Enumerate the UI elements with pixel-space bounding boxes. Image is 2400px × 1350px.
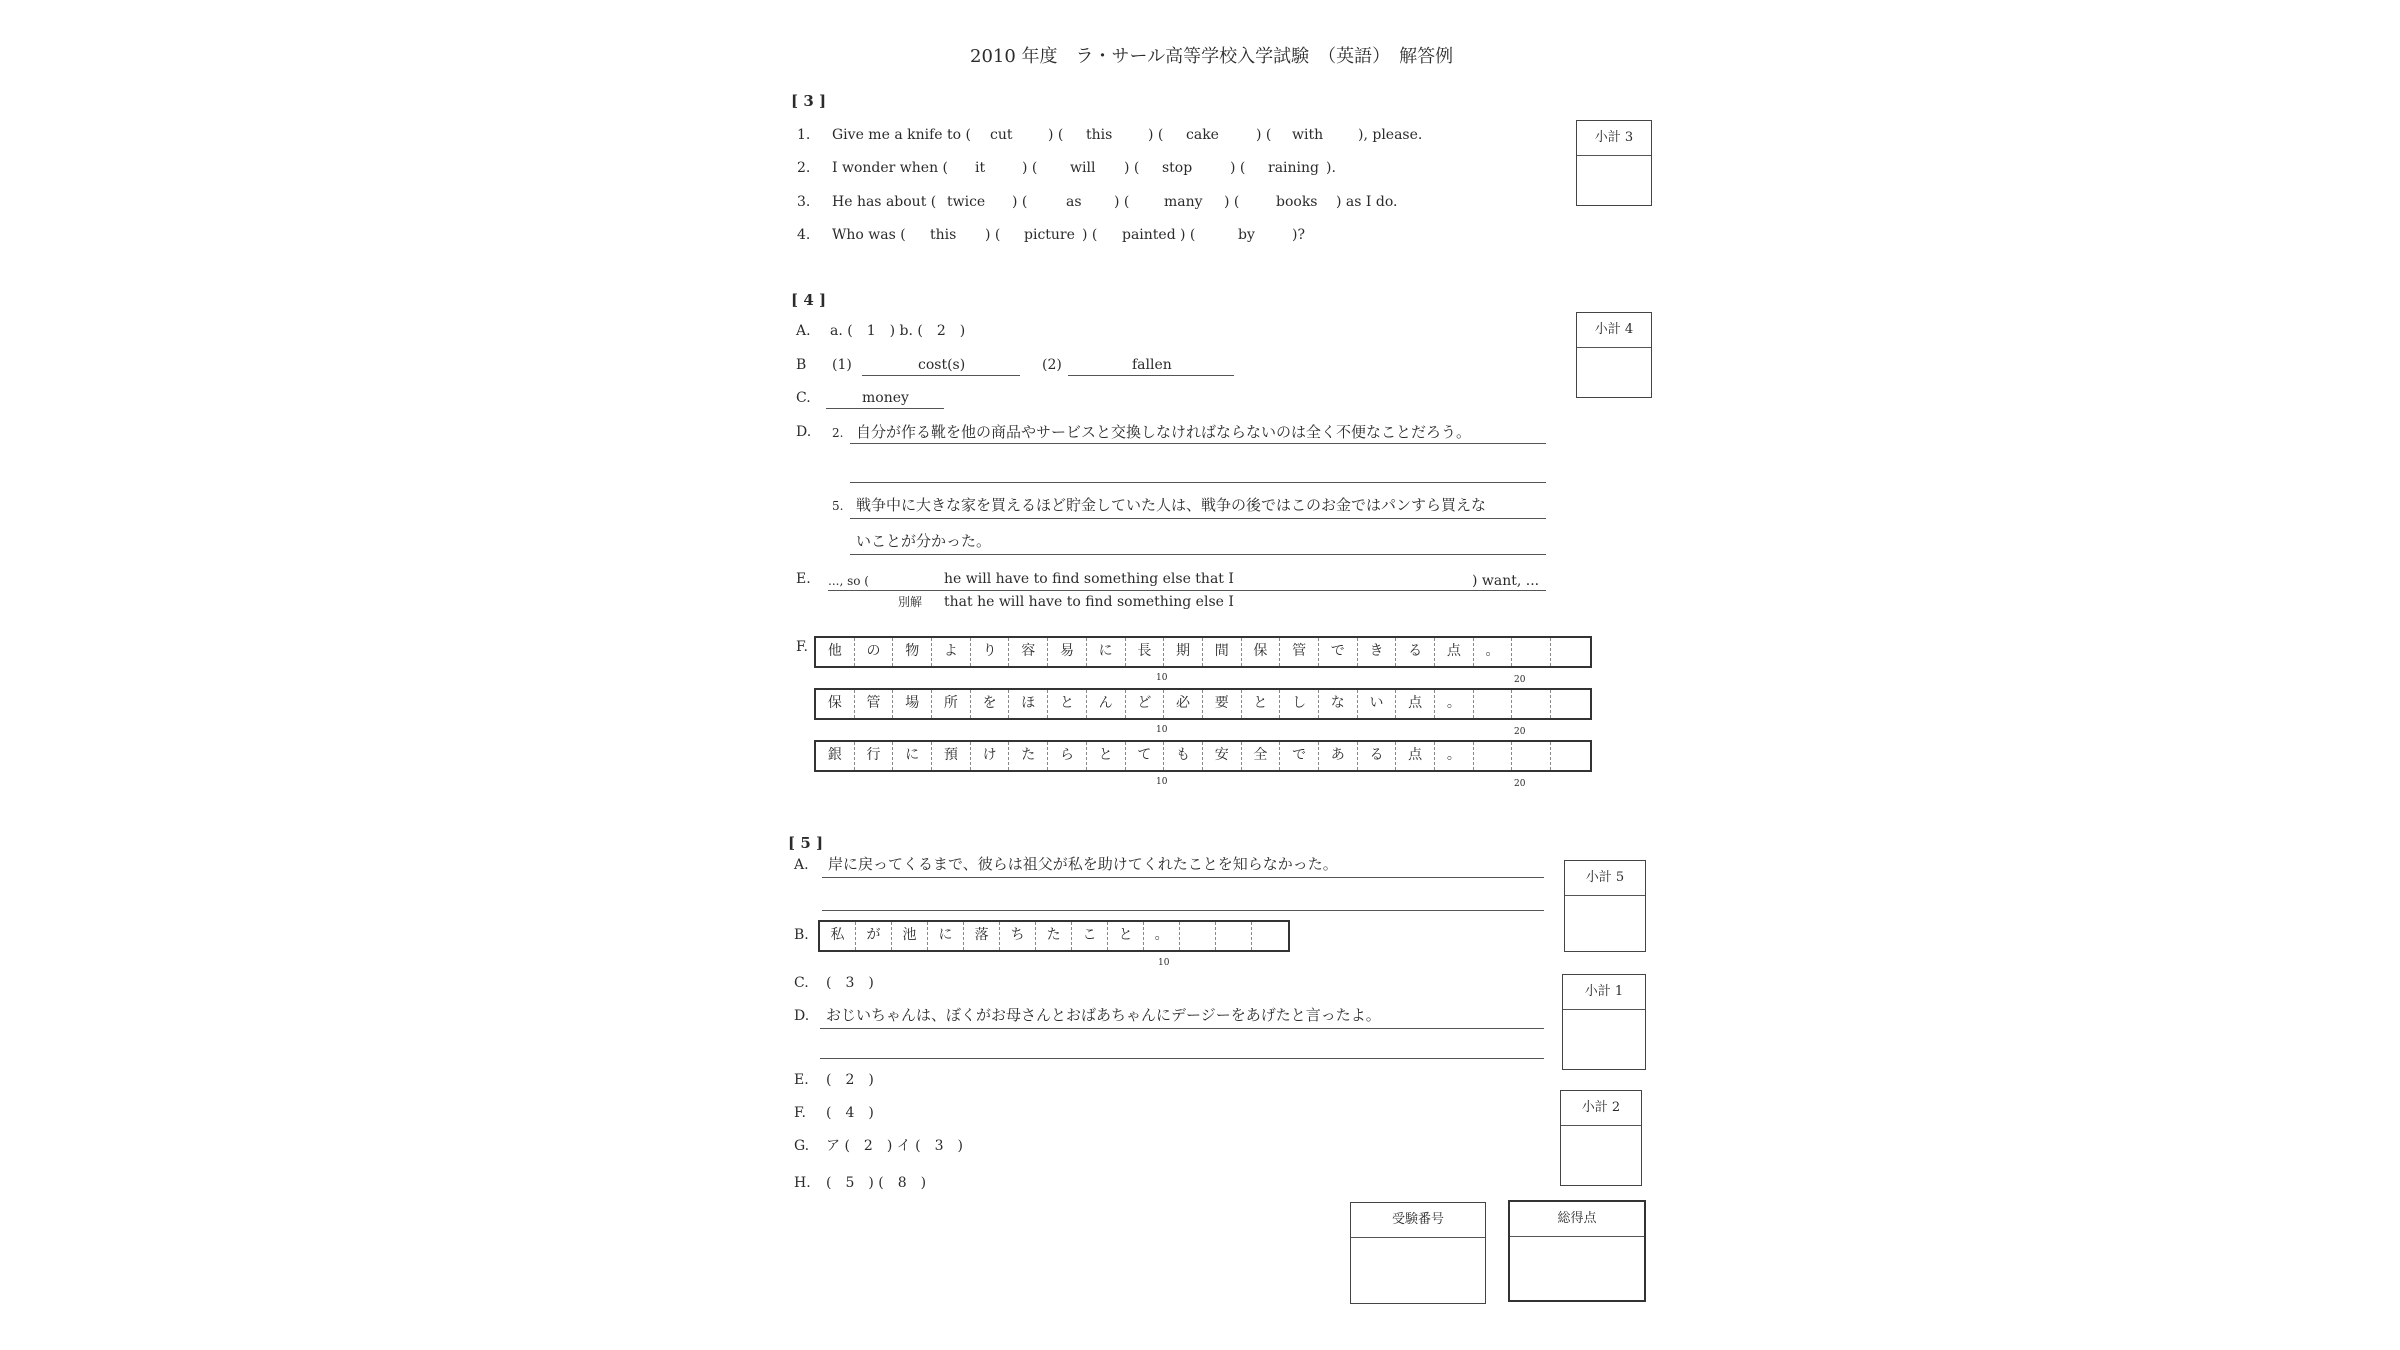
grid-cell: こ: [1072, 922, 1108, 950]
grid-cell: も: [1164, 742, 1203, 770]
answer: books: [1276, 194, 1318, 210]
grid-cell: [1474, 742, 1513, 770]
s5-h-answer: ( 5 ) ( 8 ): [826, 1175, 927, 1191]
grid-cell: で: [1319, 638, 1358, 666]
grid-cell: に: [928, 922, 964, 950]
grid-cell: [1180, 922, 1216, 950]
grid-cell: 保: [816, 690, 855, 718]
subtotal-4-label: 小計 4: [1577, 313, 1651, 348]
grid-cell: よ: [932, 638, 971, 666]
grid-cell: 物: [893, 638, 932, 666]
s4-e-answer: he will have to find something else that I: [944, 571, 1234, 587]
grid-cell: 期: [1164, 638, 1203, 666]
s5-g-answer: ア ( 2 ) イ ( 3 ): [826, 1138, 964, 1154]
section-4-label: [ 4 ]: [791, 291, 827, 309]
answer: cake: [1186, 127, 1219, 143]
total-score-label: 総得点: [1510, 1202, 1644, 1237]
subtotal-1-label: 小計 1: [1563, 975, 1645, 1010]
grid-cell: で: [1280, 742, 1319, 770]
s4-a-answer: a. ( 1 ) b. ( 2 ): [830, 323, 966, 339]
subtotal-5-box[interactable]: [1564, 860, 1646, 952]
grid-cell: と: [1048, 690, 1087, 718]
grid-cell: と: [1242, 690, 1281, 718]
s4-f-grid-2: [814, 688, 1592, 720]
answer: as: [1066, 194, 1082, 210]
grid-cell: 。: [1474, 638, 1513, 666]
grid-cell: ち: [1000, 922, 1036, 950]
grid-cell: [1512, 638, 1551, 666]
grid-cell: ん: [1087, 690, 1126, 718]
s4-f-grid-1: [814, 636, 1592, 668]
grid-cell: ど: [1126, 690, 1165, 718]
answer: will: [1070, 160, 1096, 176]
grid-cell: [1512, 690, 1551, 718]
grid-cell: ら: [1048, 742, 1087, 770]
grid-cell: 場: [893, 690, 932, 718]
grid-cell: [1216, 922, 1252, 950]
s5-e-answer: ( 2 ): [826, 1072, 874, 1088]
subtotal-4-box[interactable]: [1576, 312, 1652, 398]
subtotal-2-box[interactable]: [1560, 1090, 1642, 1186]
s4-b1-answer: cost(s): [918, 357, 966, 373]
s5-c-answer: ( 3 ): [826, 975, 874, 991]
grid-cell: が: [856, 922, 892, 950]
page-title: 2010 年度 ラ・サール高等学校入学試験 （英語） 解答例: [970, 46, 1454, 67]
s4-c-answer: money: [862, 390, 909, 406]
grid-cell: 間: [1203, 638, 1242, 666]
grid-cell: [1474, 690, 1513, 718]
grid-cell: 預: [932, 742, 971, 770]
grid-cell: 易: [1048, 638, 1087, 666]
grid-cell: ほ: [1009, 690, 1048, 718]
answer: this: [930, 227, 957, 243]
grid-cell: の: [855, 638, 894, 666]
grid-cell: 落: [964, 922, 1000, 950]
grid-cell: [1512, 742, 1551, 770]
answer: it: [975, 160, 986, 176]
grid-cell: い: [1358, 690, 1397, 718]
grid-cell: し: [1280, 690, 1319, 718]
grid-cell: 容: [1009, 638, 1048, 666]
grid-cell: と: [1087, 742, 1126, 770]
s4-e-alt-answer: that he will have to find something else I: [944, 594, 1234, 610]
s4-d2-answer: 自分が作る靴を他の商品やサービスと交換しなければならないのは全く不便なことだろう。: [856, 423, 1472, 441]
grid-cell: を: [971, 690, 1010, 718]
answer: picture: [1024, 227, 1075, 243]
subtotal-1-box[interactable]: [1562, 974, 1646, 1070]
grid-cell: 私: [820, 922, 856, 950]
s4-d5-answer-line2: いことが分かった。: [856, 532, 992, 550]
grid-cell: 全: [1242, 742, 1281, 770]
grid-cell: [1551, 638, 1590, 666]
grid-cell: 池: [892, 922, 928, 950]
grid-cell: 要: [1203, 690, 1242, 718]
s5-a-answer: 岸に戻ってくるまで、彼らは祖父が私を助けてくれたことを知らなかった。: [828, 855, 1338, 873]
grid-cell: て: [1126, 742, 1165, 770]
grid-cell: 管: [855, 690, 894, 718]
subtotal-2-label: 小計 2: [1561, 1091, 1641, 1126]
grid-cell: 安: [1203, 742, 1242, 770]
answer: with: [1292, 127, 1324, 143]
grid-cell: 。: [1435, 690, 1474, 718]
grid-cell: 銀: [816, 742, 855, 770]
grid-cell: た: [1036, 922, 1072, 950]
grid-cell: 必: [1164, 690, 1203, 718]
grid-cell: 長: [1126, 638, 1165, 666]
answer: twice: [947, 194, 986, 210]
grid-cell: る: [1358, 742, 1397, 770]
answer: cut: [990, 127, 1013, 143]
grid-cell: な: [1319, 690, 1358, 718]
grid-cell: に: [893, 742, 932, 770]
answer: this: [1086, 127, 1113, 143]
s5-b-grid: [818, 920, 1290, 952]
grid-cell: き: [1358, 638, 1397, 666]
grid-cell: 。: [1435, 742, 1474, 770]
s4-b2-answer: fallen: [1132, 357, 1172, 373]
answer-sheet: 2010 年度 ラ・サール高等学校入学試験 （英語） 解答例 [ 3 ] 1. Give me a knife to ( cut ) ( this ) ( cake ) ( with ), please. 2. I wonder when ( it ) ( will ) ( stop ) ( raining ). 3. He has about ( twice ) ( as ) ( many ) ( books ) as I do. 4. Who was ( this ) ( picture ) ( painted ) ( by )? 小計 3 [ 4 ] A. a. ( 1 ) b. ( 2 ) B (1) cost(s) (2) fallen C. money D. 2. 自分が作る靴を他の商品やサービスと交換しなければならないのは全く不便なことだろう。 5. 戦争中に大きな家を買えるほど貯金していた人は、戦争の後ではこのお金ではパンすら買えな いことが分かった。 E. ..., so ( he will have to find something else that I ) want, ... 別解 that he will have to find something else I F. 他 の 物 よ り 容 易 に 長 期 間 保 管 で き る 点 。 10 20 保 管 場 所 を ほ と ん ど 必 要 と し な い 点 。 10 20 銀 行 に 預 け た ら と て も 安 全 で あ る 点 。 10 20 小計 4 [ 5 ] A. 岸に戻ってくるまで、彼らは祖父が私を助けてくれたことを知らなかった。 B. 私 が 池 に 落 ち た こ と 。 10 C. ( 3 ) D. おじいちゃんは、ぼくがお母さんとおばあちゃんにデージーをあげたと言ったよ。 E. ( 2 ) F. ( 4 ) G. ア ( 2 ) イ ( 3 ) H. ( 5 ) ( 8 ) 小計 5 小計 1 小計 2 受験番号 総得点: [0, 0, 2400, 1350]
answer: raining: [1268, 160, 1319, 176]
section-5-label: [ 5 ]: [788, 834, 824, 852]
s5-f-answer: ( 4 ): [826, 1105, 874, 1121]
subtotal-3-box[interactable]: [1576, 120, 1652, 206]
grid-cell: あ: [1319, 742, 1358, 770]
grid-cell: 行: [855, 742, 894, 770]
total-score-box[interactable]: [1508, 1200, 1646, 1302]
answer: many: [1164, 194, 1203, 210]
subtotal-5-label: 小計 5: [1565, 861, 1645, 896]
grid-cell: 他: [816, 638, 855, 666]
grid-cell: り: [971, 638, 1010, 666]
grid-cell: [1551, 690, 1590, 718]
exam-number-label: 受験番号: [1351, 1203, 1485, 1238]
answer: stop: [1162, 160, 1193, 176]
grid-cell: る: [1396, 638, 1435, 666]
s4-f-grid-3: [814, 740, 1592, 772]
grid-cell: 所: [932, 690, 971, 718]
s4-d5-answer-line1: 戦争中に大きな家を買えるほど貯金していた人は、戦争の後ではこのお金ではパンすら買えな: [856, 496, 1487, 514]
grid-cell: け: [971, 742, 1010, 770]
grid-cell: 点: [1396, 690, 1435, 718]
grid-cell: た: [1009, 742, 1048, 770]
grid-cell: 。: [1144, 922, 1180, 950]
section-3-label: [ 3 ]: [791, 92, 827, 110]
grid-cell: と: [1108, 922, 1144, 950]
answer: by: [1238, 227, 1255, 243]
answer: painted: [1122, 227, 1176, 243]
grid-cell: に: [1087, 638, 1126, 666]
grid-cell: 点: [1396, 742, 1435, 770]
grid-cell: 管: [1280, 638, 1319, 666]
exam-number-box[interactable]: [1350, 1202, 1486, 1304]
grid-cell: 保: [1242, 638, 1281, 666]
s5-d-answer: おじいちゃんは、ぼくがお母さんとおばあちゃんにデージーをあげたと言ったよ。: [826, 1006, 1381, 1024]
subtotal-3-label: 小計 3: [1577, 121, 1651, 156]
grid-cell: [1252, 922, 1288, 950]
grid-cell: 点: [1435, 638, 1474, 666]
grid-cell: [1551, 742, 1590, 770]
